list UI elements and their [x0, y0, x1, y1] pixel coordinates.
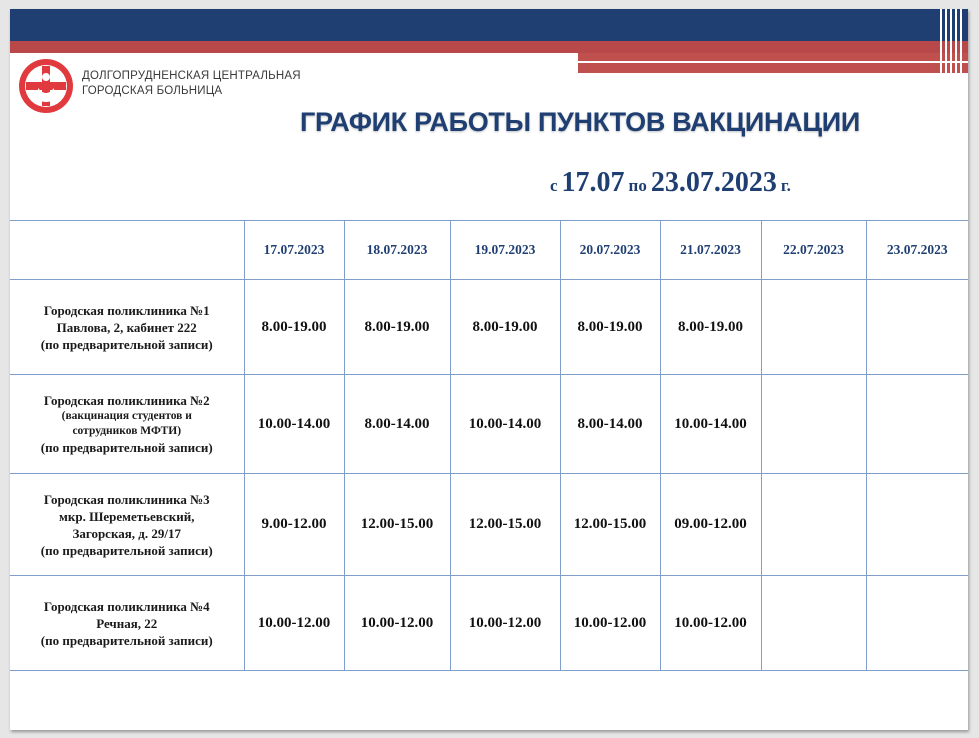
clinic-cell — [10, 375, 244, 474]
clinic-note: (по предварительной записи) — [40, 440, 213, 455]
period-from: 17.07 — [561, 167, 625, 198]
period-range — [550, 167, 791, 199]
organization-name-line1: ДОЛГОПРУДНЕНСКАЯ ЦЕНТРАЛЬНАЯ — [82, 70, 301, 82]
time-cell — [761, 375, 866, 474]
clinic-address: мкр. Шереметьевский, — [59, 508, 195, 524]
time-cell: 10.00-12.00 — [560, 576, 660, 671]
organization-name — [82, 69, 301, 99]
time-cell: 8.00-19.00 — [660, 280, 761, 375]
clinic-name: Городская поликлиника №1 — [43, 302, 210, 318]
header-place-cell — [10, 221, 244, 280]
clinic-cell — [10, 474, 244, 576]
time-cell — [866, 576, 968, 671]
clinic-description: (вакцинация студентов и — [61, 410, 192, 422]
clinic-name: Городская поликлиника №2 — [43, 393, 210, 408]
hospital-logo-icon — [18, 58, 74, 114]
time-cell: 12.00-15.00 — [560, 474, 660, 576]
clinic-note: (по предварительной записи) — [40, 336, 213, 352]
page-title: ГРАФИК РАБОТЫ ПУНКТОВ ВАКЦИНАЦИИ — [299, 107, 861, 137]
clinic-cell — [10, 280, 244, 375]
time-cell: 8.00-19.00 — [450, 280, 560, 375]
time-cell: 12.00-15.00 — [450, 474, 560, 576]
clinic-address: Загорская, д. 29/17 — [72, 525, 181, 541]
date-header: 19.07.2023 — [450, 221, 560, 280]
date-header: 17.07.2023 — [244, 221, 344, 280]
table-row — [10, 576, 968, 671]
time-cell: 10.00-12.00 — [660, 576, 761, 671]
time-cell: 10.00-14.00 — [244, 375, 344, 474]
clinic-note: (по предварительной записи) — [40, 542, 213, 558]
time-cell: 8.00-19.00 — [560, 280, 660, 375]
time-cell: 8.00-14.00 — [344, 375, 450, 474]
time-cell: 10.00-12.00 — [244, 576, 344, 671]
table-row — [10, 474, 968, 576]
time-cell: 10.00-14.00 — [660, 375, 761, 474]
clinic-name: Городская поликлиника №4 — [43, 598, 210, 614]
period-from-prefix: с — [550, 176, 558, 195]
time-cell: 8.00-19.00 — [244, 280, 344, 375]
time-cell: 10.00-14.00 — [450, 375, 560, 474]
time-cell — [761, 576, 866, 671]
date-header: 21.07.2023 — [660, 221, 761, 280]
table-row — [10, 375, 968, 474]
time-cell: 10.00-12.00 — [344, 576, 450, 671]
time-cell: 9.00-12.00 — [244, 474, 344, 576]
time-cell — [866, 280, 968, 375]
time-cell — [761, 474, 866, 576]
time-cell: 12.00-15.00 — [344, 474, 450, 576]
date-header: 22.07.2023 — [761, 221, 866, 280]
header-band-red — [10, 41, 968, 53]
slide — [10, 9, 968, 730]
table-row — [10, 280, 968, 375]
organization-name-line2: ГОРОДСКАЯ БОЛЬНИЦА — [82, 85, 223, 97]
table-header-row — [10, 221, 968, 280]
header-band-blue — [10, 9, 968, 41]
header-band-red-accent — [578, 53, 968, 73]
header-band-divider — [578, 61, 968, 63]
clinic-address: Речная, 22 — [96, 615, 158, 631]
period-suffix: г. — [780, 176, 791, 195]
period-to-prefix: по — [628, 176, 647, 195]
clinic-address: Павлова, 2, кабинет 222 — [56, 319, 197, 335]
time-cell — [866, 474, 968, 576]
period-to: 23.07.2023 — [650, 167, 777, 198]
clinic-name: Городская поликлиника №3 — [43, 491, 210, 507]
clinic-description: сотрудников МФТИ) — [72, 425, 182, 437]
time-cell: 8.00-19.00 — [344, 280, 450, 375]
time-cell — [866, 375, 968, 474]
time-cell: 09.00-12.00 — [660, 474, 761, 576]
date-header: 18.07.2023 — [344, 221, 450, 280]
time-cell: 8.00-14.00 — [560, 375, 660, 474]
clinic-note: (по предварительной записи) — [40, 632, 213, 648]
time-cell — [761, 280, 866, 375]
schedule-table — [10, 220, 968, 671]
date-header: 23.07.2023 — [866, 221, 968, 280]
clinic-cell — [10, 576, 244, 671]
time-cell: 10.00-12.00 — [450, 576, 560, 671]
date-header: 20.07.2023 — [560, 221, 660, 280]
header-stripes — [938, 9, 968, 73]
